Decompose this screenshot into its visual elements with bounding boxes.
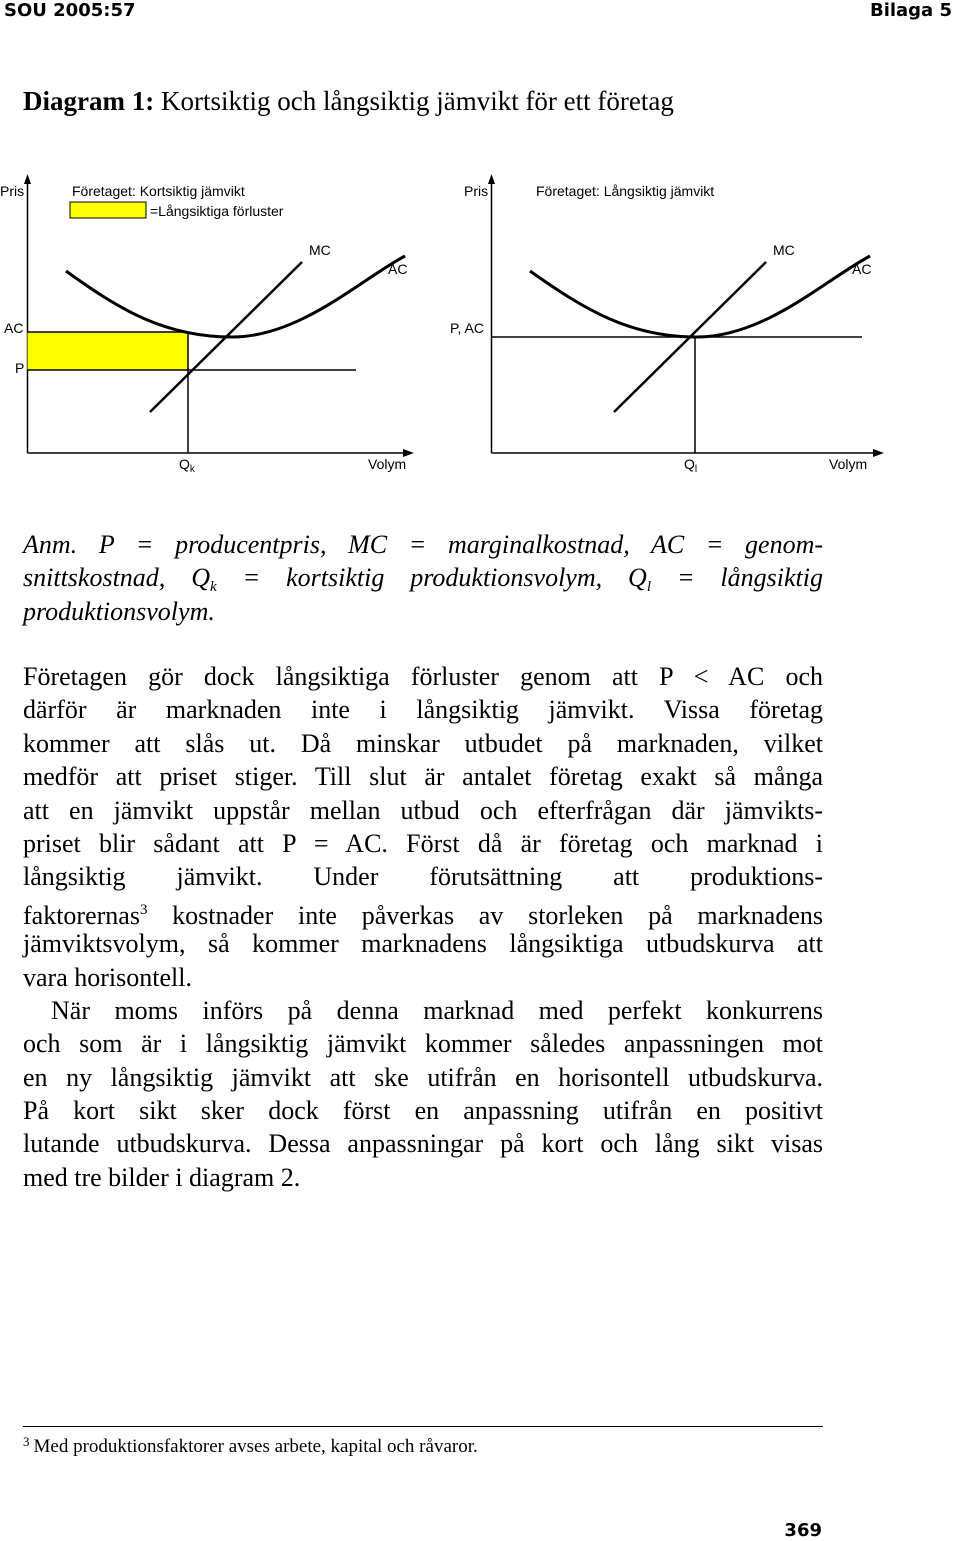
right-ac-curve (530, 256, 870, 337)
paragraph-line: en ny långsiktig jämvikt att ske utifrån en horisontell utbudskurva. (23, 1062, 823, 1092)
footnote-ref[interactable]: 3 (139, 901, 148, 918)
paragraph-line: medför att priset stiger. Till slut är antalet företag exakt så många (23, 762, 823, 792)
paragraph-text: faktorernas (23, 900, 140, 930)
left-p-level-label: P (15, 360, 25, 376)
diagram-note (23, 528, 823, 628)
right-mc-label: MC (773, 242, 795, 258)
right-x-arrow (873, 449, 884, 457)
footnote-number: 3 (23, 1434, 30, 1449)
left-q-sub: k (189, 464, 195, 475)
paragraph-line: vara horisontell. (23, 962, 192, 992)
body-text (23, 660, 823, 1194)
paragraph-line: Företagen gör dock långsiktiga förluster genom att P < AC och (23, 662, 823, 691)
footnote-divider (23, 1426, 823, 1427)
loss-area (28, 332, 189, 370)
note-sub-k: k (210, 579, 217, 596)
paragraph-line: långsiktig jämvikt. Under förutsättning att produktions- (23, 862, 823, 892)
left-legend-swatch (70, 202, 146, 218)
note-text: = kortsiktig produktionsvolym, Q (216, 563, 647, 593)
right-x-label: Volym (829, 456, 868, 472)
right-y-label: Pris (464, 183, 489, 199)
paragraph-line: kommer att slås ut. Då minskar utbudet på marknaden, vilket (23, 728, 823, 758)
right-diagram (450, 174, 884, 475)
footnote-text: Med produktionsfaktorer avses arbete, kapital och råvaror. (33, 1436, 478, 1457)
note-line-3: produktionsvolym. (23, 596, 215, 626)
paragraph-line: priset blir sådant att P = AC. Först då är företag och marknad i (23, 828, 823, 858)
note-line-1: Anm. P = producentpris, MC = marginalkostnad, AC = genom- (23, 530, 823, 559)
right-ac-label: AC (852, 261, 872, 277)
header-appendix: Bilaga 5 (869, 0, 952, 21)
paragraph-line: På kort sikt sker dock först en anpassning utifrån en positivt (23, 1096, 823, 1126)
right-heading: Företaget: Långsiktig jämvikt (536, 183, 715, 199)
note-text: = långsiktig (651, 563, 823, 593)
left-x-label: Volym (368, 456, 407, 472)
right-q-letter: Q (684, 456, 695, 472)
footnote (23, 1434, 478, 1458)
paragraph-line: därför är marknaden inte i långsiktig jämvikt. Vissa företag (23, 695, 823, 725)
note-line-2 (23, 561, 823, 594)
paragraph-line: att en jämvikt uppstår mellan utbud och efterfrågan där jämvikts- (23, 795, 823, 825)
left-heading: Företaget: Kortsiktig jämvikt (72, 183, 245, 199)
paragraph-line (23, 894, 823, 930)
paragraph-line: med tre bilder i diagram 2. (23, 1162, 301, 1192)
diagram-title-label: Diagram 1: (23, 86, 155, 116)
left-legend-text: =Långsiktiga förluster (150, 203, 284, 219)
left-ac-level-label: AC (4, 320, 24, 336)
left-ac-label: AC (388, 261, 408, 277)
note-sub-l: l (646, 579, 651, 596)
left-mc-label: MC (309, 242, 331, 258)
paragraph-line: När moms införs på denna marknad med perfekt konkurrens (51, 995, 823, 1025)
right-q-label (684, 456, 697, 475)
running-header (0, 0, 960, 22)
left-q-letter: Q (179, 456, 190, 472)
left-y-label: Pris (0, 183, 25, 199)
right-q-sub: l (694, 464, 698, 475)
note-text: snittskostnad, Q (23, 563, 211, 593)
equilibrium-diagrams (0, 170, 960, 480)
diagram-title-text: Kortsiktig och långsiktig jämvikt för ett företag (160, 86, 674, 116)
paragraph-line: jämviktsvolym, så kommer marknadens långsiktiga utbudskurva att (23, 929, 823, 959)
diagram-title (23, 86, 674, 117)
left-q-label (179, 456, 196, 475)
paragraph-line: och som är i långsiktig jämvikt kommer således anpassningen mot (23, 1029, 823, 1059)
left-ac-curve (66, 256, 408, 337)
paragraph-line: lutande utbudskurva. Dessa anpassningar på kort och lång sikt visas (23, 1129, 823, 1159)
left-diagram (0, 174, 414, 475)
header-doc-id: SOU 2005:57 (4, 0, 136, 21)
page-number: 369 (784, 1520, 822, 1541)
paragraph-text: kostnader inte påverkas av storleken på marknadens (147, 900, 823, 930)
right-pac-level-label: P, AC (450, 320, 484, 336)
